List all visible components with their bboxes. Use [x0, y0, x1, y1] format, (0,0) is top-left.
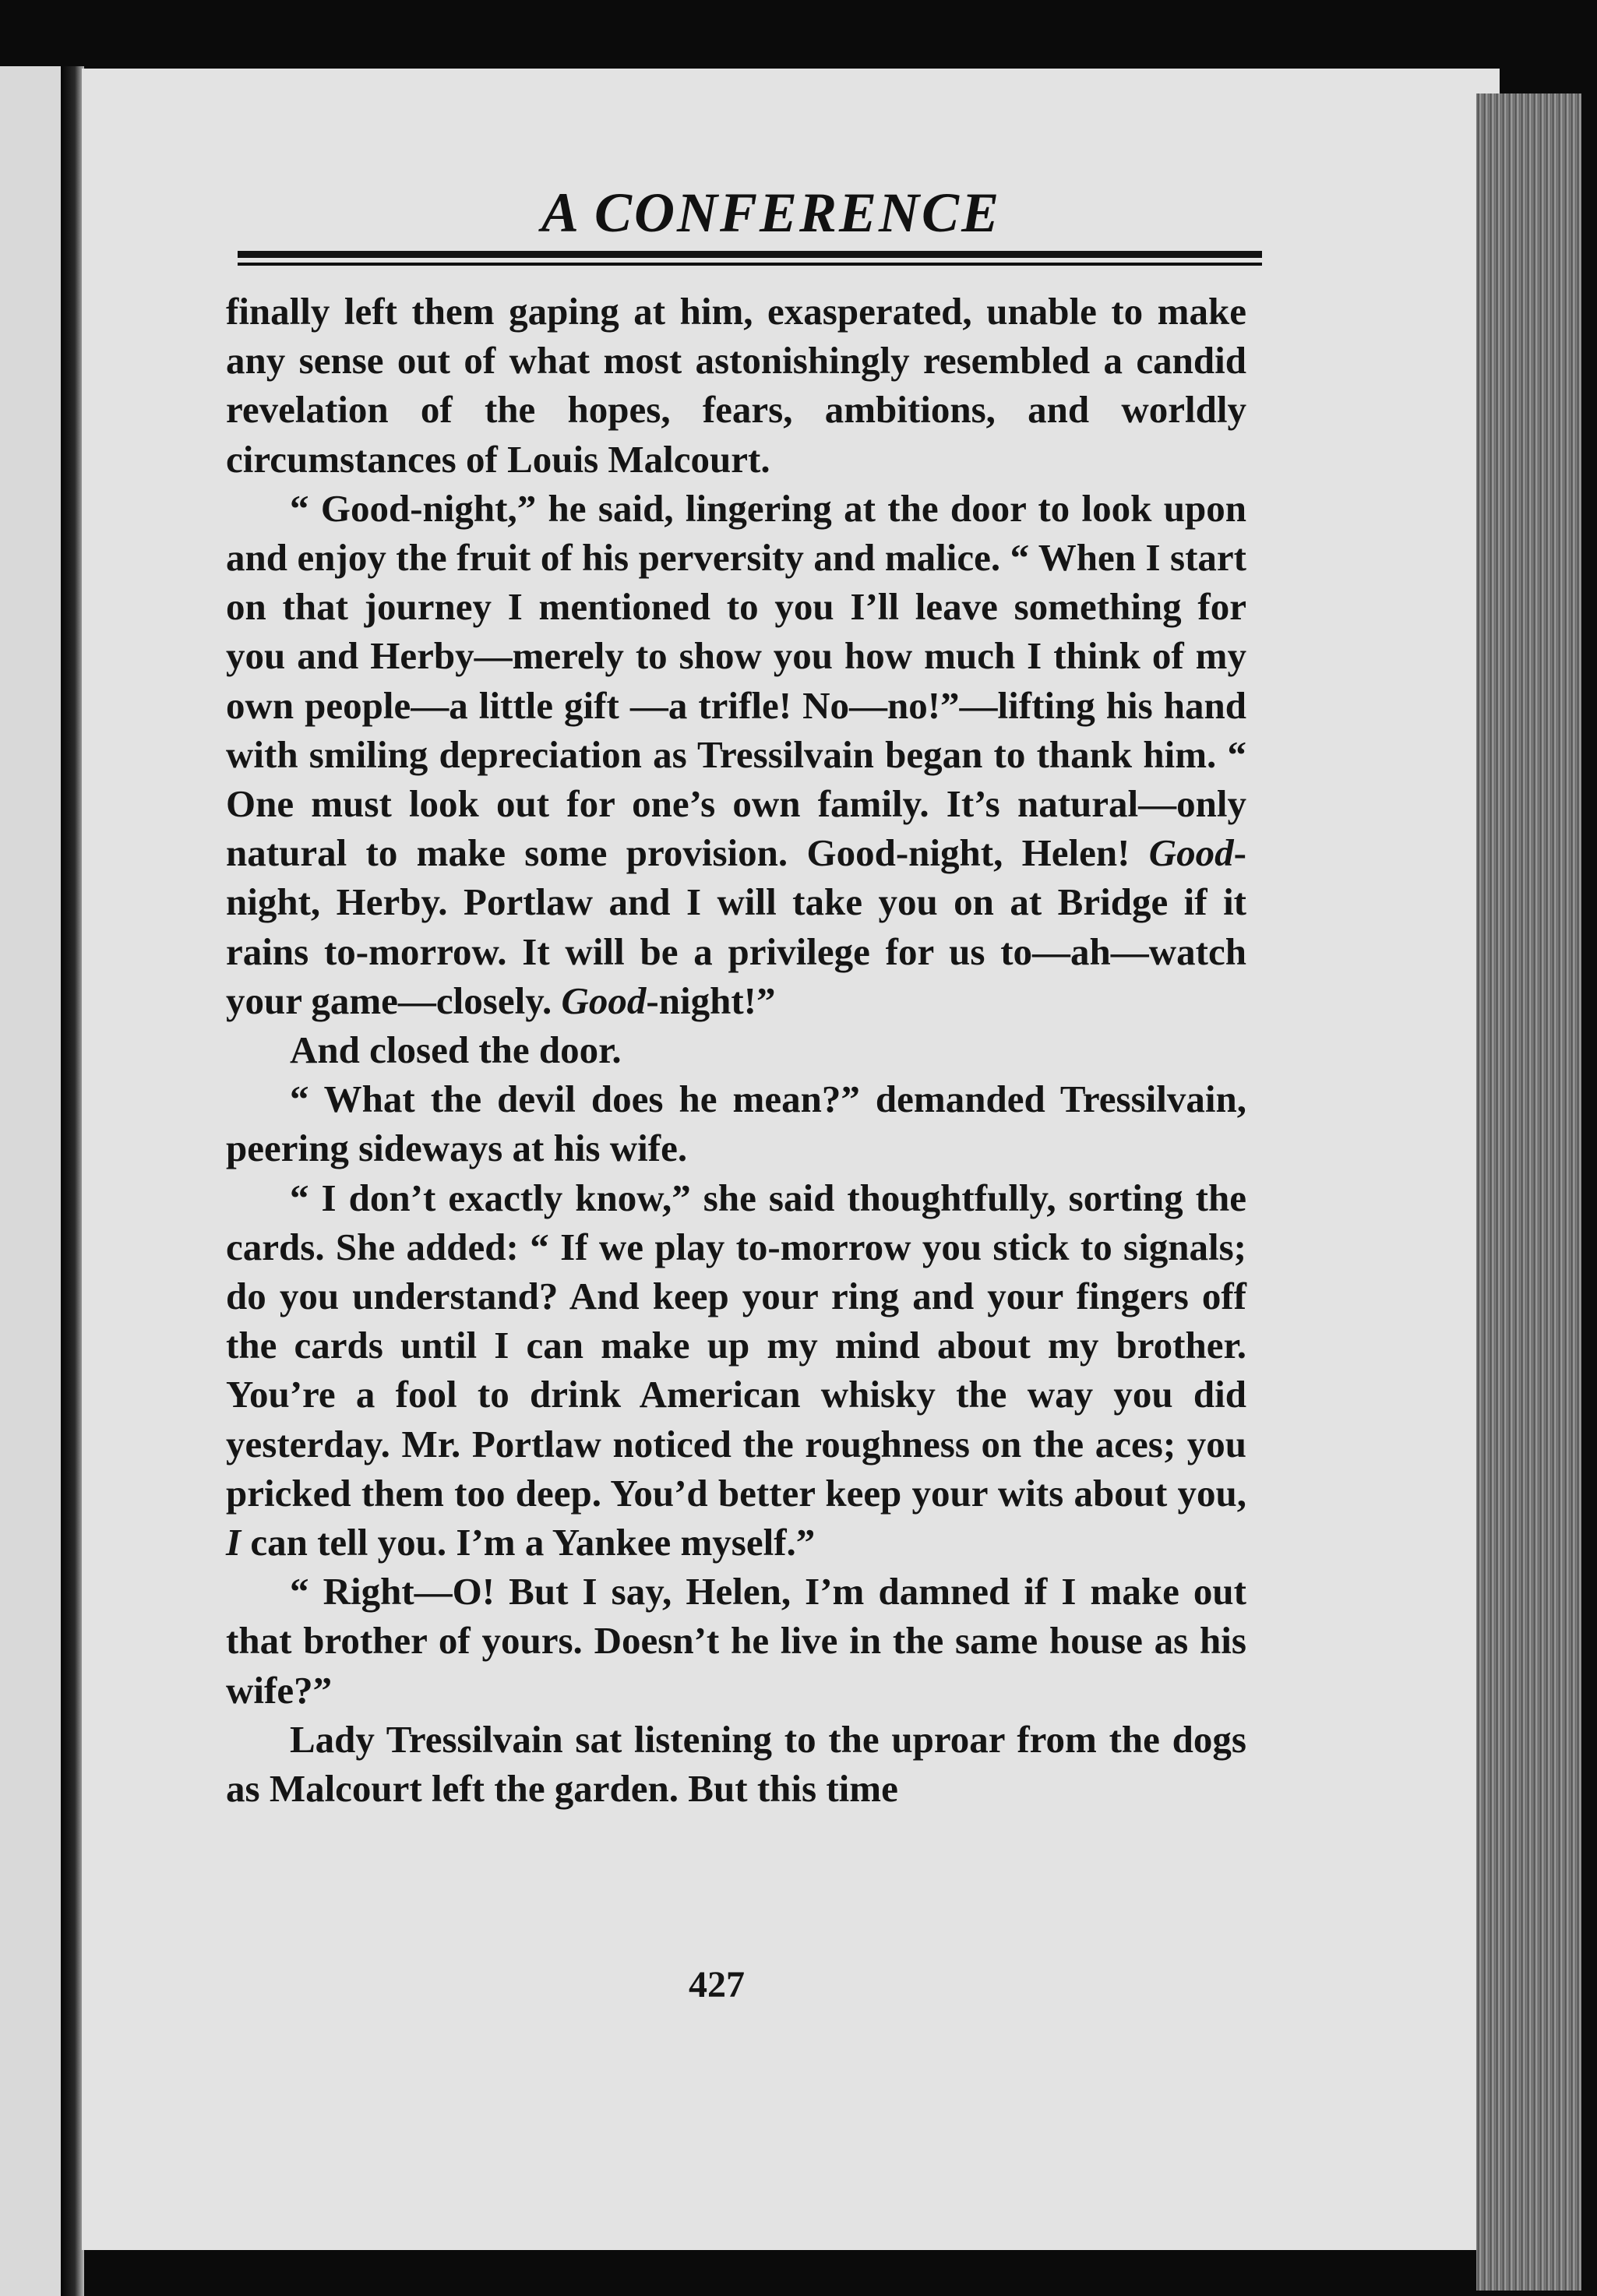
italic-text: Good [561, 979, 647, 1022]
italic-text: I [226, 1521, 241, 1564]
facing-page-edge [0, 66, 61, 2296]
page-block-edge [1476, 93, 1581, 2291]
text-run: And closed the door. [290, 1028, 622, 1072]
text-run: Lady Tressilvain sat listening to the uproar from the dogs as Malcourt left the garden. But this time [226, 1717, 1246, 1811]
italic-text: Good [1148, 831, 1234, 875]
book-gutter [61, 66, 84, 2296]
paragraph [226, 1567, 1246, 1715]
paragraph [226, 1715, 1246, 1813]
header-rule-thin [238, 263, 1262, 266]
text-run: -night, Herby. Portlaw and I will take you on at Bridge if it rains to-morrow. It will be a privilege for us to—ah—watch your game—closely. [226, 831, 1246, 1022]
text-run: “ What the devil does he mean?” demanded Tressilvain, peering sideways at his wife. [226, 1077, 1246, 1170]
header-rule-thick [238, 251, 1262, 258]
paragraph [226, 1025, 1246, 1074]
text-run: -night!” [646, 979, 776, 1022]
body-text [226, 287, 1246, 1813]
paragraph [226, 287, 1246, 484]
text-run: finally left them gaping at him, exasperated, unable to make any sense out of what most astonishingly resembled a candid revelation of the hopes, fears, ambitions, and worldly circumstances of Louis Malcourt. [226, 290, 1246, 481]
text-run: “ I don’t exactly know,” she said thoughtfully, sorting the cards. She added: “ If we play to-morrow you stick to signals; do you understand? And keep your ring and your fingers off the cards until I can make up my mind about my brother. You’re a fool to drink American whisky the way you did yesterday. Mr. Portlaw noticed the roughness on the aces; you pricked them too deep. You’d better keep your wits about you, [226, 1176, 1246, 1515]
running-header: A CONFERENCE [541, 182, 1002, 244]
text-run: “ Good-night,” he said, lingering at the door to look upon and enjoy the fruit of his perversity and malice. “ When I start on that journey I mentioned to you I’ll leave something for you and Herby—merely to show you how much I think of my own people—a little gift —a trifle! No—no!”—lifting his hand with smiling depreciation as Tressilvain began to thank him. “ One must look out for one’s own family. It’s natural—only natural to make some provision. Good-night, Helen! [226, 486, 1246, 875]
paragraph [226, 1074, 1246, 1173]
paragraph [226, 1173, 1246, 1568]
page-number: 427 [689, 1964, 745, 2005]
text-run: “ Right—O! But I say, Helen, I’m damned if I make out that brother of yours. Doesn’t he live in the same house as his wife?” [226, 1570, 1246, 1712]
text-run: can tell you. I’m a Yankee myself.” [241, 1521, 816, 1564]
paragraph [226, 484, 1246, 1025]
